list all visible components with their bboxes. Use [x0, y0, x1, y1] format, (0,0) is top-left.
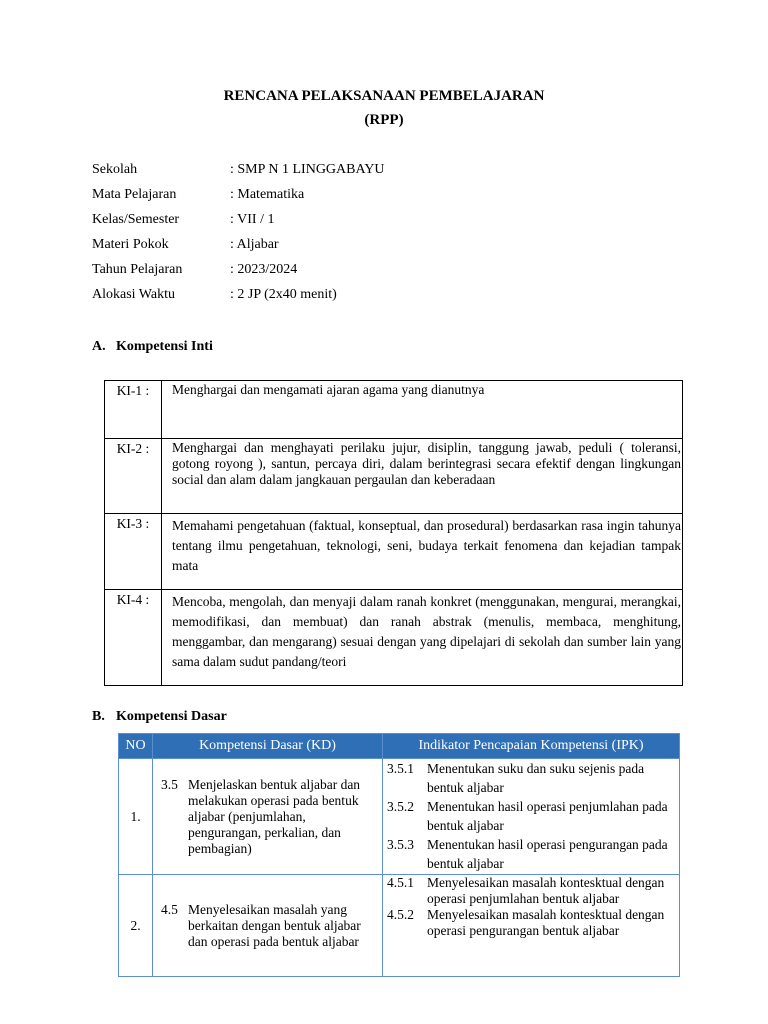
kd-cell — [153, 875, 383, 977]
header-ipk: Indikator Pencapaian Kompetensi (IPK) — [383, 734, 680, 759]
kd-code: 4.5 — [161, 901, 178, 917]
ki-row — [105, 439, 683, 514]
header-no: NO — [119, 734, 153, 759]
ki-text: Mencoba, mengolah, dan menyaji dalam ranah konkret (menggunakan, mengurai, merangkai, memodifikasi, dan membuat) dan ranah abstrak (menulis, membaca, menghitung, menggambar, dan mengarang) sesuai dengan yang dipelajari di sekolah dan sumber lain yang sama dalam sudut pandang/teori — [162, 590, 683, 686]
info-label: Sekolah — [92, 162, 138, 177]
info-label: Alokasi Waktu — [92, 287, 175, 302]
info-value: : 2 JP (2x40 menit) — [230, 287, 337, 302]
ipk-text: Menyelesaikan masalah kontesktual dengan operasi pengurangan bentuk aljabar — [427, 907, 665, 938]
ki-label: KI-2 : — [105, 439, 162, 514]
ki-label: KI-1 : — [105, 381, 162, 439]
info-label: Materi Pokok — [92, 237, 169, 252]
ipk-item — [387, 875, 675, 907]
ipk-code: 4.5.1 — [387, 875, 414, 890]
info-value: : SMP N 1 LINGGABAYU — [230, 162, 385, 177]
section-heading-kompetensi-inti — [92, 338, 213, 356]
kd-text: Menjelaskan bentuk aljabar dan melakukan operasi pada bentuk aljabar (penjumlahan, pengurangan, perkalian, dan pembagian) — [188, 776, 361, 856]
info-row-tahun-pelajaran — [92, 260, 385, 285]
page-title: RENCANA PELAKSANAAN PEMBELAJARAN — [223, 88, 545, 104]
ipk-text: Menyelesaikan masalah kontesktual dengan operasi penjumlahan bentuk aljabar — [427, 875, 665, 906]
info-row-alokasi-waktu — [92, 285, 385, 310]
info-value: : 2023/2024 — [230, 262, 298, 277]
ipk-text: Menentukan hasil operasi pengurangan pada bentuk aljabar — [427, 837, 668, 871]
identity-block — [92, 160, 385, 310]
ipk-text: Menentukan suku dan suku sejenis pada bentuk aljabar — [427, 761, 645, 795]
ipk-code: 4.5.2 — [387, 907, 414, 922]
ipk-item — [387, 797, 675, 835]
ki-row — [105, 514, 683, 590]
table-row — [119, 875, 680, 977]
kd-cell — [153, 759, 383, 875]
info-row-mata-pelajaran — [92, 185, 385, 210]
ki-text: Menghargai dan menghayati perilaku jujur, disiplin, tanggung jawab, peduli ( toleransi, gotong royong ), santun, percaya diri, dalam berintegrasi secara efektif dengan lingkungan social dan alam dalam jangkauan pergaulan dan keberadaan — [162, 439, 683, 514]
page-subtitle: (RPP) — [364, 112, 404, 128]
section-title: Kompetensi Inti — [116, 339, 213, 354]
ipk-cell — [383, 875, 680, 977]
ipk-cell — [383, 759, 680, 875]
row-number: 2. — [119, 875, 153, 977]
ipk-code: 3.5.1 — [387, 761, 414, 776]
ki-label: KI-3 : — [105, 514, 162, 590]
kompetensi-inti-table — [104, 380, 683, 686]
ipk-code: 3.5.3 — [387, 837, 414, 852]
info-row-kelas-semester — [92, 210, 385, 235]
ipk-code: 3.5.2 — [387, 799, 414, 814]
table-row — [119, 759, 680, 875]
ki-row — [105, 590, 683, 686]
info-label: Kelas/Semester — [92, 212, 180, 227]
section-title: Kompetensi Dasar — [116, 709, 227, 724]
ipk-item — [387, 907, 675, 939]
row-number: 1. — [119, 759, 153, 875]
info-row-sekolah — [92, 160, 385, 185]
ki-row — [105, 381, 683, 439]
section-heading-kompetensi-dasar — [92, 708, 227, 726]
info-value: : Matematika — [230, 187, 305, 202]
info-value: : Aljabar — [230, 237, 279, 252]
ipk-item — [387, 835, 675, 873]
kd-text: Menyelesaikan masalah yang berkaitan dengan bentuk aljabar dan operasi pada bentuk aljabar — [188, 901, 361, 949]
ipk-item — [387, 759, 675, 797]
section-number: B. — [92, 709, 105, 724]
info-label: Mata Pelajaran — [92, 187, 177, 202]
ipk-text: Menentukan hasil operasi penjumlahan pada bentuk aljabar — [427, 799, 668, 833]
info-value: : VII / 1 — [230, 212, 275, 227]
section-number: A. — [92, 339, 106, 354]
ki-label: KI-4 : — [105, 590, 162, 686]
ki-text: Memahami pengetahuan (faktual, konseptual, dan prosedural) berdasarkan rasa ingin tahunya tentang ilmu pengetahuan, teknologi, seni, budaya terkait fenomena dan kejadian tampak mata — [162, 514, 683, 590]
table-header-row — [119, 734, 680, 759]
kompetensi-dasar-table — [118, 733, 680, 977]
info-row-materi-pokok — [92, 235, 385, 260]
info-label: Tahun Pelajaran — [92, 262, 183, 277]
header-kd: Kompetensi Dasar (KD) — [153, 734, 383, 759]
ki-text: Menghargai dan mengamati ajaran agama yang dianutnya — [162, 381, 683, 439]
kd-code: 3.5 — [161, 776, 178, 792]
